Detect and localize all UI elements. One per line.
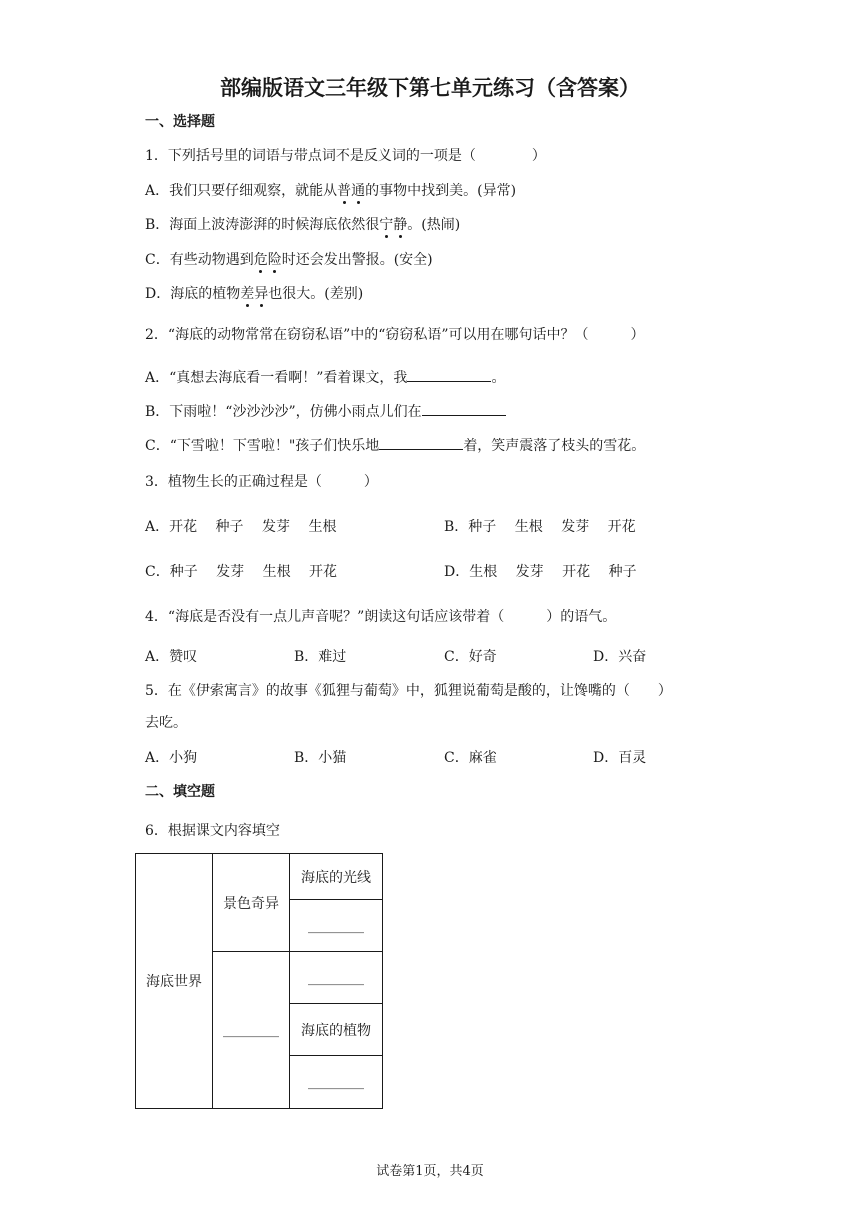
option-text: 也很大。(差别) xyxy=(268,286,364,302)
emphasis-dot-char: 静 xyxy=(393,217,408,233)
question-5-option-c: C．麻雀 xyxy=(444,750,497,766)
question-4-option-b: B．难过 xyxy=(294,649,347,665)
question-3-option-b: B．种子 生根 发芽 开花 xyxy=(444,519,636,535)
option-text: A．我们只要仔细观察，就能从 xyxy=(145,183,338,199)
table-leaf-cell: 海底的光线 xyxy=(290,854,383,900)
section-heading-choice: 一、选择题 xyxy=(145,114,215,130)
question-3-stem: 3．植物生长的正确过程是（ ） xyxy=(145,474,378,490)
question-4-stem: 4．“海底是否没有一点儿声音呢？”朗读这句话应该带着（ ）的语气。 xyxy=(145,609,617,625)
option-text: C．有些动物遇到 xyxy=(145,252,254,268)
question-3-option-d: D．生根 发芽 开花 种子 xyxy=(444,564,637,580)
option-text: D．海底的植物 xyxy=(145,286,241,302)
question-4-option-c: C．好奇 xyxy=(444,649,497,665)
option-text: B．下雨啦！“沙沙沙沙”，仿佛小雨点儿们在 xyxy=(145,404,422,420)
question-2-stem: 2．“海底的动物常常在窃窃私语”中的“窃窃私语”可以用在哪句话中？（ ） xyxy=(145,327,645,343)
page-title: 部编版语文三年级下第七单元练习（含答案） xyxy=(220,76,640,100)
table-blank-cell[interactable]: ________ xyxy=(290,900,383,952)
answer-blank[interactable] xyxy=(422,401,506,416)
emphasis-dot-char: 险 xyxy=(267,252,282,268)
question-2-option-a xyxy=(145,367,505,387)
question-5-option-d: D．百灵 xyxy=(593,750,647,766)
question-5-stem-continued: 去吃。 xyxy=(145,715,187,731)
question-1-stem: 1．下列括号里的词语与带点词不是反义词的一项是（ ） xyxy=(145,148,546,164)
option-text: B．海面上波涛澎湃的时候海底依然很 xyxy=(145,217,380,233)
table-blank-cell[interactable]: ________ xyxy=(290,1056,383,1109)
emphasis-dot-char: 宁 xyxy=(379,217,394,233)
section-heading-fill: 二、填空题 xyxy=(145,784,215,800)
option-text: 着，笑声震落了枝头的雪花。 xyxy=(463,438,646,454)
question-3-option-c: C．种子 发芽 生根 开花 xyxy=(145,564,338,580)
question-2-option-b xyxy=(145,401,506,421)
emphasis-dot-char: 通 xyxy=(351,183,366,199)
option-text: 。(热闹) xyxy=(407,217,461,233)
question-3-option-a: A．开花 种子 发芽 生根 xyxy=(145,519,337,535)
option-text: 。 xyxy=(491,370,506,386)
answer-blank[interactable] xyxy=(407,367,491,382)
emphasis-dot-char: 差 xyxy=(240,286,255,302)
question-4-option-d: D．兴奋 xyxy=(593,649,647,665)
page-footer: 试卷第1页，共4页 xyxy=(376,1164,484,1179)
emphasis-dot-char: 异 xyxy=(254,286,269,302)
table-root-cell: 海底世界 xyxy=(136,854,213,1109)
question-5-stem: 5．在《伊索寓言》的故事《狐狸与葡萄》中，狐狸说葡萄是酸的，让馋嘴的（ ） xyxy=(145,683,672,699)
question-6-stem: 6．根据课文内容填空 xyxy=(145,823,280,839)
question-5-option-a: A．小狗 xyxy=(145,750,198,766)
option-text: 的事物中找到美。(异常) xyxy=(365,183,517,199)
emphasis-dot-char: 普 xyxy=(337,183,352,199)
question-2-option-c xyxy=(145,435,645,455)
question-4-option-a: A．赞叹 xyxy=(145,649,198,665)
question-1-option-c xyxy=(145,251,433,269)
emphasis-dot-char: 危 xyxy=(253,252,268,268)
table-blank-cell[interactable]: ________ xyxy=(290,952,383,1004)
question-1-option-d xyxy=(145,285,363,303)
answer-blank[interactable] xyxy=(379,435,463,450)
question-1-option-b xyxy=(145,216,460,234)
question-5-option-b: B．小猫 xyxy=(294,750,347,766)
table-leaf-cell: 海底的植物 xyxy=(290,1004,383,1056)
option-text: 时还会发出警报。(安全) xyxy=(281,252,433,268)
table-blank-cell[interactable]: ________ xyxy=(213,952,290,1109)
option-text: C．“下雪啦！下雪啦！"孩子们快乐地 xyxy=(145,438,380,454)
option-text: A．“真想去海底看一看啊！”看着课文，我 xyxy=(145,370,408,386)
fill-in-table xyxy=(135,853,383,1109)
question-1-option-a xyxy=(145,182,516,200)
table-branch-cell: 景色奇异 xyxy=(213,854,290,952)
